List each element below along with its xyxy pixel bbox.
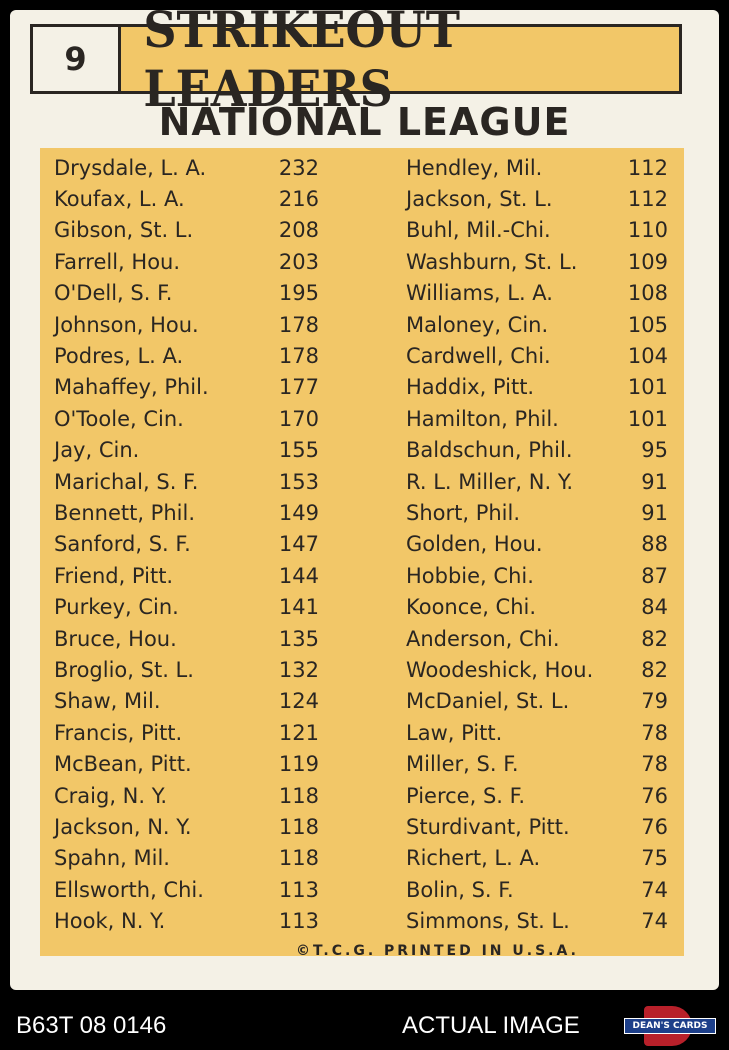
left-leader-row — [54, 435, 319, 466]
deans-cards-logo — [624, 1006, 716, 1046]
player-name: Drysdale, L. A. — [54, 155, 207, 180]
left-leader-row — [54, 309, 319, 340]
strikeout-count: 112 — [627, 155, 668, 180]
card-id-caption: B63T 08 0146 — [16, 1012, 167, 1039]
left-leader-row — [54, 623, 319, 654]
right-leader-row — [406, 905, 668, 936]
player-name: Williams, L. A. — [406, 281, 553, 306]
strikeout-count: 118 — [278, 783, 319, 808]
player-name: Woodeshick, Hou. — [406, 657, 594, 682]
right-leader-row — [406, 340, 668, 371]
right-leader-row — [406, 843, 668, 874]
player-name: Cardwell, Chi. — [406, 344, 551, 369]
strikeout-count: 109 — [627, 249, 668, 274]
right-leader-row — [406, 874, 668, 905]
strikeout-count: 108 — [627, 281, 668, 306]
right-leader-row — [406, 560, 668, 591]
strikeout-count: 91 — [641, 500, 668, 525]
player-name: Jay, Cin. — [54, 438, 140, 463]
left-leader-row — [54, 654, 319, 685]
player-name: Anderson, Chi. — [406, 626, 560, 651]
right-leader-row — [406, 466, 668, 497]
strikeout-count: 124 — [278, 689, 319, 714]
left-leader-row — [54, 466, 319, 497]
left-leader-row — [54, 183, 319, 214]
strikeout-count: 104 — [627, 344, 668, 369]
player-name: Maloney, Cin. — [406, 312, 549, 337]
player-name: McBean, Pitt. — [54, 752, 192, 777]
player-name: Baldschun, Phil. — [406, 438, 573, 463]
strikeout-count: 132 — [278, 657, 319, 682]
strikeout-count: 105 — [627, 312, 668, 337]
left-leader-row — [54, 717, 319, 748]
strikeout-count: 135 — [278, 626, 319, 651]
right-leader-row — [406, 246, 668, 277]
left-leader-row — [54, 748, 319, 779]
card-number: 9 — [33, 27, 121, 91]
strikeout-count: 113 — [278, 877, 319, 902]
player-name: Farrell, Hou. — [54, 249, 181, 274]
left-leader-row — [54, 372, 319, 403]
strikeout-count: 112 — [627, 187, 668, 212]
strikeout-count: 121 — [278, 720, 319, 745]
left-leader-row — [54, 403, 319, 434]
right-leader-row — [406, 591, 668, 622]
strikeout-count: 147 — [278, 532, 319, 557]
player-name: Hook, N. Y. — [54, 909, 166, 934]
strikeout-count: 91 — [641, 469, 668, 494]
right-leader-row — [406, 654, 668, 685]
player-name: Marichal, S. F. — [54, 469, 199, 494]
left-leader-row — [54, 152, 319, 183]
player-name: O'Dell, S. F. — [54, 281, 173, 306]
right-leader-row — [406, 372, 668, 403]
strikeout-count: 79 — [641, 689, 668, 714]
player-name: Podres, L. A. — [54, 344, 184, 369]
left-leader-row — [54, 843, 319, 874]
strikeout-count: 178 — [278, 344, 319, 369]
left-leader-row — [54, 874, 319, 905]
player-name: Simmons, St. L. — [406, 909, 570, 934]
right-leader-list — [406, 152, 668, 937]
player-name: Broglio, St. L. — [54, 657, 194, 682]
player-name: Francis, Pitt. — [54, 720, 183, 745]
player-name: Sanford, S. F. — [54, 532, 191, 557]
right-leader-row — [406, 748, 668, 779]
left-leader-row — [54, 780, 319, 811]
strikeout-count: 118 — [278, 814, 319, 839]
right-leader-row — [406, 278, 668, 309]
strikeout-count: 144 — [278, 563, 319, 588]
right-leader-row — [406, 811, 668, 842]
strikeout-count: 78 — [641, 752, 668, 777]
strikeout-count: 208 — [278, 218, 319, 243]
player-name: Craig, N. Y. — [54, 783, 167, 808]
left-leader-row — [54, 905, 319, 936]
player-name: R. L. Miller, N. Y. — [406, 469, 574, 494]
player-name: Law, Pitt. — [406, 720, 503, 745]
left-leader-row — [54, 215, 319, 246]
player-name: Jackson, N. Y. — [54, 814, 192, 839]
strikeout-count: 74 — [641, 909, 668, 934]
player-name: O'Toole, Cin. — [54, 406, 184, 431]
player-name: Bruce, Hou. — [54, 626, 177, 651]
player-name: Johnson, Hou. — [54, 312, 199, 337]
strikeout-count: 149 — [278, 500, 319, 525]
right-leader-row — [406, 215, 668, 246]
left-leader-list — [54, 152, 319, 937]
strikeout-count: 113 — [278, 909, 319, 934]
player-name: Hamilton, Phil. — [406, 406, 559, 431]
player-name: McDaniel, St. L. — [406, 689, 570, 714]
strikeout-count: 110 — [627, 218, 668, 243]
right-leader-row — [406, 529, 668, 560]
right-leader-row — [406, 497, 668, 528]
strikeout-count: 74 — [641, 877, 668, 902]
right-leader-row — [406, 403, 668, 434]
right-leader-row — [406, 435, 668, 466]
player-name: Shaw, Mil. — [54, 689, 161, 714]
strikeout-count: 87 — [641, 563, 668, 588]
left-leader-row — [54, 278, 319, 309]
right-leader-row — [406, 686, 668, 717]
player-name: Pierce, S. F. — [406, 783, 526, 808]
card-title: STRIKEOUT LEADERS — [143, 0, 460, 118]
player-name: Washburn, St. L. — [406, 249, 578, 274]
right-leader-row — [406, 183, 668, 214]
strikeout-count: 75 — [641, 846, 668, 871]
player-name: Hobbie, Chi. — [406, 563, 534, 588]
player-name: Richert, L. A. — [406, 846, 541, 871]
logo-text: DEAN'S CARDS — [624, 1018, 716, 1034]
player-name: Friend, Pitt. — [54, 563, 174, 588]
strikeout-count: 118 — [278, 846, 319, 871]
strikeout-count: 203 — [278, 249, 319, 274]
player-name: Hendley, Mil. — [406, 155, 543, 180]
strikeout-count: 78 — [641, 720, 668, 745]
actual-image-caption: ACTUAL IMAGE — [402, 1012, 580, 1039]
strikeout-count: 95 — [641, 438, 668, 463]
left-leader-row — [54, 340, 319, 371]
player-name: Gibson, St. L. — [54, 218, 194, 243]
card-header — [30, 0, 682, 118]
player-name: Bolin, S. F. — [406, 877, 514, 902]
player-name: Golden, Hou. — [406, 532, 543, 557]
player-name: Koufax, L. A. — [54, 187, 185, 212]
strikeout-count: 76 — [641, 783, 668, 808]
strikeout-count: 82 — [641, 657, 668, 682]
strikeout-count: 101 — [627, 375, 668, 400]
strikeout-count: 119 — [278, 752, 319, 777]
strikeout-count: 88 — [641, 532, 668, 557]
left-leader-row — [54, 686, 319, 717]
player-name: Haddix, Pitt. — [406, 375, 535, 400]
left-leader-row — [54, 591, 319, 622]
strikeout-count: 178 — [278, 312, 319, 337]
left-leader-row — [54, 560, 319, 591]
player-name: Purkey, Cin. — [54, 595, 179, 620]
player-name: Jackson, St. L. — [406, 187, 553, 212]
player-name: Ellsworth, Chi. — [54, 877, 204, 902]
strikeout-count: 195 — [278, 281, 319, 306]
right-leader-row — [406, 309, 668, 340]
strikeout-count: 177 — [278, 375, 319, 400]
strikeout-count: 82 — [641, 626, 668, 651]
strikeout-count: 170 — [278, 406, 319, 431]
strikeout-count: 216 — [278, 187, 319, 212]
player-name: Short, Phil. — [406, 500, 521, 525]
player-name: Sturdivant, Pitt. — [406, 814, 570, 839]
player-name: Buhl, Mil.-Chi. — [406, 218, 551, 243]
player-name: Koonce, Chi. — [406, 595, 537, 620]
left-leader-row — [54, 529, 319, 560]
strikeout-count: 84 — [641, 595, 668, 620]
strikeout-count: 76 — [641, 814, 668, 839]
strikeout-count: 155 — [278, 438, 319, 463]
left-leader-row — [54, 497, 319, 528]
right-leader-row — [406, 152, 668, 183]
right-leader-row — [406, 623, 668, 654]
player-name: Miller, S. F. — [406, 752, 519, 777]
player-name: Mahaffey, Phil. — [54, 375, 209, 400]
right-leader-row — [406, 717, 668, 748]
left-leader-row — [54, 246, 319, 277]
left-leader-row — [54, 811, 319, 842]
strikeout-count: 141 — [278, 595, 319, 620]
player-name: Spahn, Mil. — [54, 846, 170, 871]
right-leader-row — [406, 780, 668, 811]
strikeout-count: 153 — [278, 469, 319, 494]
copyright-footer: ©T.C.G. PRINTED IN U.S.A. — [296, 943, 579, 959]
strikeout-count: 232 — [278, 155, 319, 180]
player-name: Bennett, Phil. — [54, 500, 196, 525]
league-heading: NATIONAL LEAGUE — [158, 100, 571, 144]
strikeout-count: 101 — [627, 406, 668, 431]
